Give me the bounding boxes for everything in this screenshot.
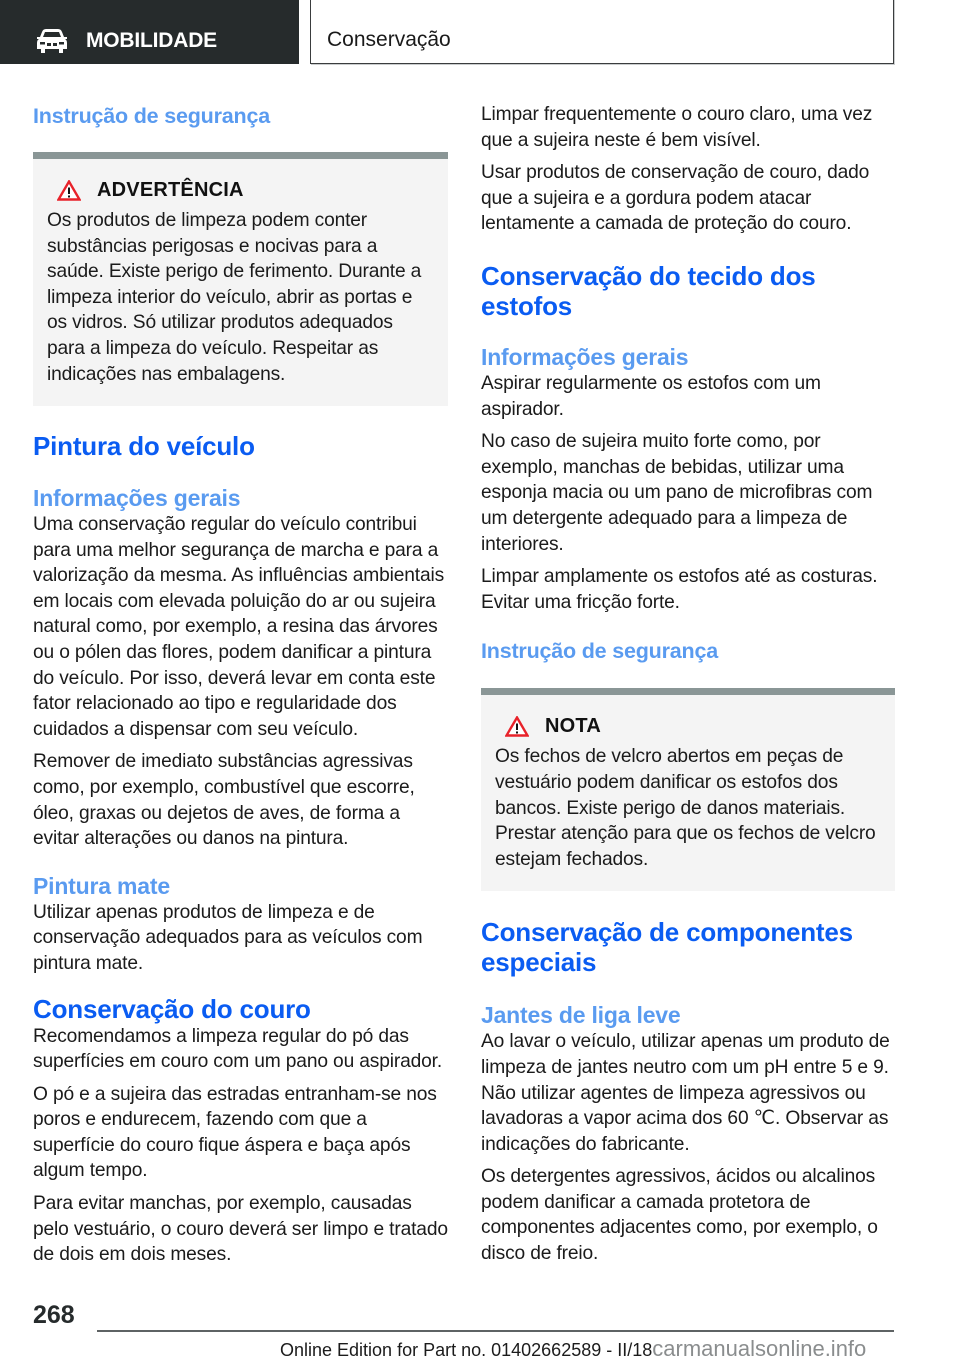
watermark: carmanualsonline.info xyxy=(652,1336,867,1361)
paint-heading: Pintura do veículo xyxy=(33,431,255,461)
section-tab-mobilidade xyxy=(0,0,299,64)
chapter-tab xyxy=(310,0,894,64)
leather-paragraph-3: Para evitar manchas, por exemplo, causadas pelo vestuário, o couro deverá ser limpo e tratado de dois em dois meses. xyxy=(33,1193,448,1266)
matte-paragraph: Utilizar apenas produtos de limpeza e de conservação adequados para as veículos com pintura mate. xyxy=(33,901,423,974)
warning-triangle-icon xyxy=(57,180,81,201)
matte-heading: Pintura mate xyxy=(33,872,170,899)
section-label: MOBILIDADE xyxy=(86,29,217,52)
safety-heading-2: Instrução de segurança xyxy=(481,639,718,664)
warning-box xyxy=(33,152,448,406)
note-text: Os fechos de velcro abertos em peças de vestuário podem danificar os estofos dos bancos. Existe perigo de danos materiais. Prestar atenção para que os fechos de velcro estejam fechados. xyxy=(495,746,876,870)
alloy-paragraph-1: Ao lavar o veículo, utilizar apenas um produto de limpeza de jantes neutro com um pH entre 5 e 9. Não utilizar agentes de limpeza agressivos ou lavadoras a vapor acima dos 60 ℃. Observar as indicações do fabricante. xyxy=(481,1031,890,1155)
warning-title: ADVERTÊNCIA xyxy=(97,179,244,201)
paint-general-paragraph-2: Remover de imediato substâncias agressivas como, por exemplo, combustível que escorre, óleo, graxas ou dejetos de aves, de forma a evitar alterações ou danos na pintura. xyxy=(33,751,415,850)
leather-paragraph-4: Limpar frequentemente o couro claro, uma vez que a sujeira neste é bem visível. xyxy=(481,104,873,151)
warning-triangle-icon xyxy=(505,716,529,737)
note-title: NOTA xyxy=(545,715,601,738)
paint-general-heading: Informações gerais xyxy=(33,485,241,511)
left-column xyxy=(33,94,448,1275)
footer-edition xyxy=(280,1336,866,1362)
leather-paragraph-1: Recomendamos a limpeza regular do pó das superfícies em couro com um pano ou aspirador. xyxy=(33,1025,443,1073)
warning-text: Os produtos de limpeza podem conter substâncias perigosas e nocivas para a saúde. Existe perigo de ferimento. Durante a limpeza interior do veículo, abrir as portas e os vidros. Só utilizar produtos adequados para a limpeza do veículo. Respeitar as indicações nas embalagens. xyxy=(47,210,422,385)
right-column xyxy=(481,94,895,1274)
fabric-paragraph-2: No caso de sujeira muito forte como, por exemplo, manchas de bebidas, utilizar uma esponja macia ou um pano de microfibras com um detergente adequado para a limpeza de interiores. xyxy=(481,431,873,555)
chapter-label: Conservação xyxy=(327,28,451,51)
footer-divider xyxy=(97,1330,894,1332)
safety-heading: Instrução de segurança xyxy=(33,104,270,128)
page-number: 268 xyxy=(33,1301,75,1329)
car-icon xyxy=(36,28,68,54)
fabric-paragraph-3: Limpar amplamente os estofos até as costuras. Evitar uma fricção forte. xyxy=(481,566,878,613)
alloy-paragraph-2: Os detergentes agressivos, ácidos ou alcalinos podem danificar a camada protetora de componentes adjacentes como, por exemplo, o disco de freio. xyxy=(481,1166,878,1265)
special-components-heading: Conservação de componentes especiais xyxy=(481,917,853,978)
fabric-paragraph-1: Aspirar regularmente os estofos com um aspirador. xyxy=(481,372,821,420)
note-box xyxy=(481,688,895,891)
leather-paragraph-5: Usar produtos de conservação de couro, dado que a sujeira e a gordura podem atacar lentamente a camada de proteção do couro. xyxy=(481,162,870,235)
leather-paragraph-2: O pó e a sujeira das estradas entranham-se nos poros e endurecem, fazendo com que a superfície do couro fique áspera e baça após algum tempo. xyxy=(33,1083,437,1182)
paint-general-paragraph-1: Uma conservação regular do veículo contribui para uma melhor segurança de marcha e para a valorização da mesma. As influências ambientais em locais com elevada poluição do ar ou sujeira natural como, por exemplo, a resina das árvores ou o pólen das flores, podem danificar a pintura do veículo. Por isso, deverá levar em conta este fator relacionado ao tipo e regularidade dos cuidados a dispensar com seu veículo. xyxy=(33,514,445,740)
note-title-row xyxy=(495,715,881,738)
warning-title-row xyxy=(47,179,434,202)
leather-heading: Conservação do couro xyxy=(33,993,311,1024)
edition-text: Online Edition for Part no. 01402662589 - II/18 xyxy=(280,1340,653,1360)
fabric-general-heading: Informações gerais xyxy=(481,343,689,370)
alloy-wheels-heading: Jantes de liga leve xyxy=(481,1002,681,1029)
fabric-heading: Conservação do tecido dos estofos xyxy=(481,260,816,321)
